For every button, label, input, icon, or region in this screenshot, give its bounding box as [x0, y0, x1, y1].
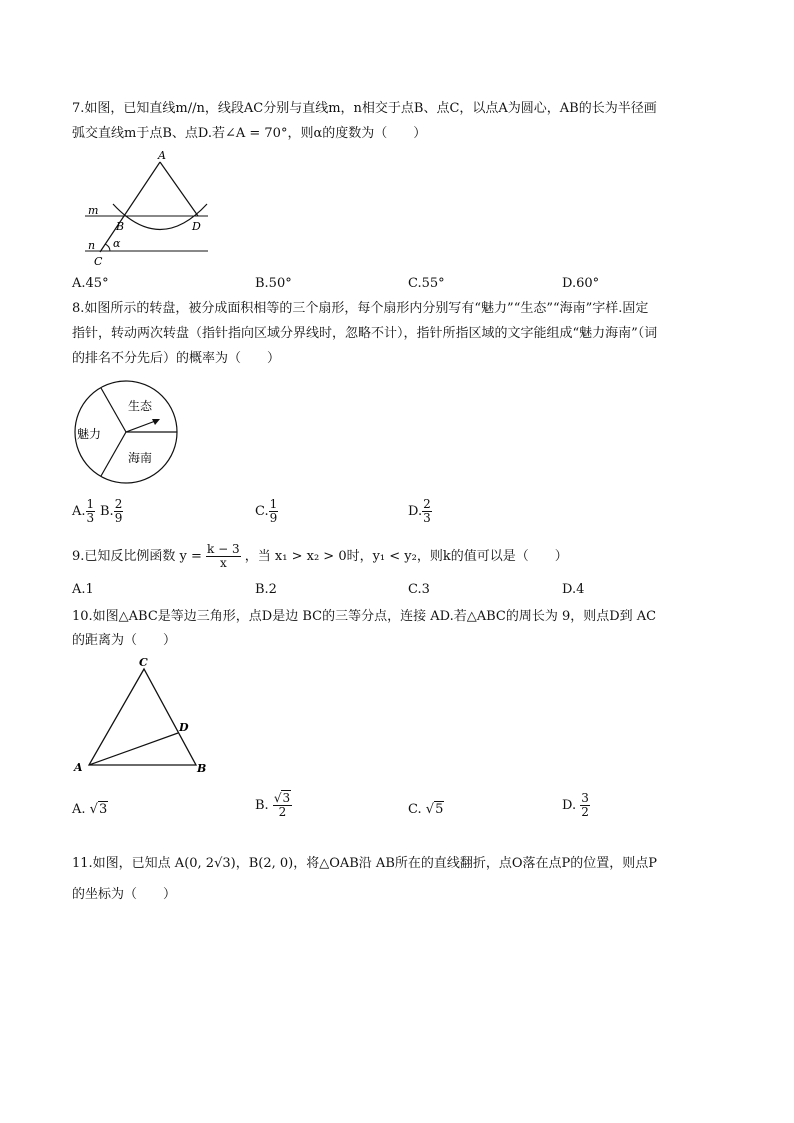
q10-option-a-label: A. [72, 802, 86, 817]
q10-option-d-numerator: 3 [581, 791, 589, 805]
q10-option-b [255, 792, 292, 819]
q9-fraction [206, 543, 241, 570]
q10-text-line2: 的距离为（ ） [72, 633, 177, 648]
sector-label-2: 魅力 [77, 427, 102, 441]
q11-text-line2: 的坐标为（ ） [72, 887, 177, 902]
q9-text [72, 542, 568, 572]
label-d: D [192, 220, 201, 233]
label-d: D [179, 721, 189, 734]
sector-label-3: 海南 [128, 451, 153, 465]
q10-option-c-sqrt: √5 [425, 802, 444, 817]
q10-option-c-label: C. [408, 802, 422, 817]
q10-text-line1: 10.如图△ABC是等边三角形，点D是边 BC的三等分点，连接 AD.若△ABC的周长为 9，则点D到 AC [72, 609, 657, 624]
q10-option-d-denominator: 2 [581, 805, 589, 819]
q7-text-line1: 7.如图，已知直线m//n，线段AC分别与直线m，n相交于点B、点C，以点A为圆心，AB的长为半径画 [72, 101, 657, 116]
q10-option-c-radicand: 5 [435, 802, 444, 817]
label-n: n [88, 239, 96, 252]
segment-ad [160, 162, 198, 216]
spinner-divider-bottom [101, 432, 126, 476]
label-a: A [74, 761, 83, 774]
q8-option-a-fraction [86, 498, 96, 525]
q8-option-d-fraction [422, 498, 432, 525]
q10-triangle-figure [70, 655, 215, 777]
q10-option-d [562, 792, 590, 819]
segment-ad [89, 733, 178, 765]
label-b: B [116, 220, 125, 233]
q8-option-b-label: B. [100, 504, 114, 519]
q9-option-c: C.3 [408, 582, 430, 597]
q7-text-line2: 弧交直线m于点B、点D.若∠A = 70°，则α的度数为（ ） [72, 126, 427, 141]
q10-option-b-fraction [273, 792, 292, 819]
q10-option-a [72, 802, 108, 817]
q8-option-d-numerator: 2 [423, 497, 431, 511]
q7-option-a: A.45° [72, 276, 109, 291]
q10-option-d-fraction [580, 792, 590, 819]
q9-fraction-numerator: k − 3 [207, 542, 240, 556]
q8-text-line2: 指针，转动两次转盘（指针指向区域分界线时，忽略不计），指针所指区域的文字能组成“魅力海南”（词 [72, 326, 658, 341]
q8-option-b-denominator: 9 [114, 511, 123, 525]
label-a: A [158, 150, 166, 162]
q8-option-b-numerator: 2 [114, 497, 123, 511]
q8-option-c-denominator: 9 [269, 511, 278, 525]
triangle-abc [89, 669, 196, 765]
q9-option-d: D.4 [562, 582, 585, 597]
q10-option-b-numerator: √3 [273, 791, 291, 805]
q10-option-b-label: B. [255, 798, 269, 813]
q8-option-d [408, 498, 432, 525]
spinner-pointer [126, 420, 158, 432]
q8-option-c [255, 498, 278, 525]
q9-option-b: B.2 [255, 582, 277, 597]
q9-prefix: 9.已知反比例函数 y = [72, 549, 202, 564]
q8-option-c-numerator: 1 [269, 497, 278, 511]
q10-option-c [408, 802, 444, 817]
q7-option-d: D.60° [562, 276, 600, 291]
q8-spinner-figure [72, 380, 184, 484]
q7-option-b: B.50° [255, 276, 292, 291]
label-c: C [139, 656, 148, 669]
q8-text-line3: 的排名不分先后）的概率为（ ） [72, 351, 281, 366]
q10-option-a-radicand: 3 [98, 802, 108, 817]
q8-option-a-denominator: 3 [86, 511, 95, 525]
q8-option-c-fraction [269, 498, 279, 525]
sector-label-1: 生态 [128, 399, 153, 413]
segment-ac [100, 162, 160, 252]
q8-text-line1: 8.如图所示的转盘，被分成面积相等的三个扇形，每个扇形内分别写有“魅力”“生态”“海南”字样.固定 [72, 301, 649, 316]
q10-option-b-radicand: 3 [282, 791, 291, 805]
q9-suffix: ，当 x₁ > x₂ > 0时，y₁ < y₂，则k的值可以是（ ） [244, 549, 568, 564]
q10-option-a-sqrt: √3 [89, 802, 108, 817]
spinner-divider-top [101, 388, 126, 432]
q10-option-b-denominator: 2 [278, 805, 287, 819]
q8-option-c-label: C. [255, 504, 269, 519]
label-alpha: α [113, 237, 121, 250]
q9-fraction-denominator: x [219, 556, 227, 570]
q8-option-a-label: A. [72, 504, 86, 519]
q7-option-c: C.55° [408, 276, 445, 291]
q8-option-d-denominator: 3 [423, 511, 431, 525]
label-c: C [94, 255, 103, 268]
label-b: B [197, 762, 207, 775]
q8-option-b-fraction [114, 498, 124, 525]
q8-option-a-numerator: 1 [86, 497, 95, 511]
q9-option-a: A.1 [72, 582, 94, 597]
label-m: m [88, 204, 99, 217]
q8-option-a [72, 498, 95, 525]
q11-text-line1: 11.如图，已知点 A(0, 2√3)，B(2, 0)，将△OAB沿 AB所在的直线翻折，点O落在点P的位置，则点P [72, 856, 658, 871]
q8-option-d-label: D. [408, 504, 423, 519]
q8-option-b [100, 498, 123, 525]
angle-alpha-arc [105, 244, 110, 251]
q7-figure [80, 150, 215, 270]
q10-option-d-label: D. [562, 798, 577, 813]
